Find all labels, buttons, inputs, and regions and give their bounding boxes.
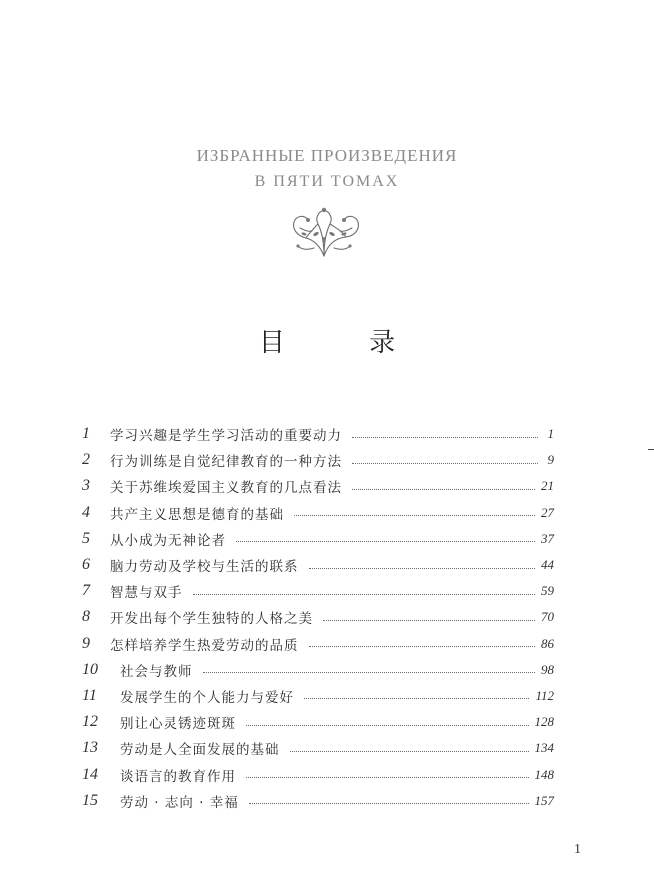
toc-entry-number: 10 xyxy=(82,660,98,678)
toc-entry-number: 15 xyxy=(82,791,98,809)
dot-leader xyxy=(309,568,536,569)
toc-entry-number: 4 xyxy=(82,503,90,521)
dot-leader xyxy=(249,803,529,804)
toc-entry-title: 脑力劳动及学校与生活的联系 xyxy=(110,559,299,576)
toc-entry-title: 别让心灵锈迹斑斑 xyxy=(120,716,236,733)
toc-entry-page: 1 xyxy=(547,426,554,442)
toc-entry-page: 70 xyxy=(541,609,554,625)
dot-leader xyxy=(323,620,535,621)
toc-entry-title: 发展学生的个人能力与爱好 xyxy=(120,689,294,706)
toc-entry[interactable] xyxy=(82,473,554,499)
toc-entry-page: 98 xyxy=(541,661,554,677)
toc-entry-number: 3 xyxy=(82,477,90,495)
toc-entry[interactable] xyxy=(82,552,554,578)
toc-entry-page: 112 xyxy=(535,687,554,703)
dot-leader xyxy=(352,463,538,464)
toc-entry-page: 37 xyxy=(541,530,554,546)
toc-entry-number: 1 xyxy=(82,425,90,443)
toc-entry-title: 劳动 · 志向 · 幸福 xyxy=(120,794,239,811)
floral-vignette-icon xyxy=(284,204,364,262)
toc-entry-title: 劳动是人全面发展的基础 xyxy=(120,742,280,759)
toc-entry-title: 社会与教师 xyxy=(120,663,193,680)
toc-entry-title: 关于苏维埃爱国主义教育的几点看法 xyxy=(110,480,342,497)
toc-entry-page: 44 xyxy=(541,557,554,573)
toc-entry[interactable] xyxy=(82,447,554,473)
toc-entry-page: 59 xyxy=(541,583,554,599)
toc-entry-title: 智慧与双手 xyxy=(110,585,183,602)
toc-heading: 目 录 xyxy=(258,328,434,358)
toc-entry-number: 14 xyxy=(82,765,98,783)
dot-leader xyxy=(246,725,529,726)
dot-leader xyxy=(309,646,536,647)
series-title-line2: В ПЯТИ ТОМАХ xyxy=(254,173,400,190)
toc-entry[interactable] xyxy=(82,709,554,735)
page-number: 1 xyxy=(574,842,581,857)
toc-entry[interactable] xyxy=(82,526,554,552)
toc-entry-title: 行为训练是自觉纪律教育的一种方法 xyxy=(110,454,342,471)
dot-leader xyxy=(290,751,529,752)
toc-entry-title: 谈语言的教育作用 xyxy=(120,768,236,785)
toc-entry-page: 148 xyxy=(534,766,554,782)
toc-entry-page: 9 xyxy=(547,452,554,468)
dot-leader xyxy=(304,698,529,699)
toc-entry[interactable] xyxy=(82,604,554,630)
toc-entry-page: 21 xyxy=(541,478,554,494)
toc-entry-page: 157 xyxy=(534,792,554,808)
dot-leader xyxy=(294,515,535,516)
toc-entry[interactable] xyxy=(82,578,554,604)
toc-entry-title: 怎样培养学生热爱劳动的品质 xyxy=(110,637,299,654)
toc-entry-number: 9 xyxy=(82,634,90,652)
toc-entry-title: 共产主义思想是德育的基础 xyxy=(110,506,284,523)
dot-leader xyxy=(193,594,536,595)
toc-entry-page: 134 xyxy=(534,740,554,756)
toc-entry[interactable] xyxy=(82,683,554,709)
dot-leader xyxy=(246,777,529,778)
dot-leader xyxy=(352,489,535,490)
dot-leader xyxy=(352,437,538,438)
toc-entry-number: 8 xyxy=(82,608,90,626)
toc-entry-title: 学习兴趣是学生学习活动的重要动力 xyxy=(110,428,342,445)
toc-entry-number: 7 xyxy=(82,582,90,600)
dot-leader xyxy=(236,541,535,542)
toc-entry[interactable] xyxy=(82,421,554,447)
toc-entry-title: 开发出每个学生独特的人格之美 xyxy=(110,611,313,628)
toc-entry-page: 86 xyxy=(541,635,554,651)
toc-entry-page: 27 xyxy=(541,504,554,520)
dot-leader xyxy=(203,672,536,673)
toc-entry[interactable] xyxy=(82,735,554,761)
toc-entry-number: 5 xyxy=(82,529,90,547)
toc-entry-page: 128 xyxy=(534,714,554,730)
series-title-line1: ИЗБРАННЫЕ ПРОИЗВЕДЕНИЯ xyxy=(196,146,458,165)
table-of-contents xyxy=(82,421,554,814)
toc-entry-title: 从小成为无神论者 xyxy=(110,532,226,549)
toc-entry-number: 13 xyxy=(82,739,98,757)
edge-mark xyxy=(648,449,654,450)
toc-entry[interactable] xyxy=(82,631,554,657)
toc-entry[interactable] xyxy=(82,761,554,787)
toc-entry-number: 6 xyxy=(82,556,90,574)
toc-entry-number: 11 xyxy=(82,686,97,704)
toc-entry-number: 2 xyxy=(82,451,90,469)
toc-entry-number: 12 xyxy=(82,713,98,731)
toc-entry[interactable] xyxy=(82,500,554,526)
toc-entry[interactable] xyxy=(82,788,554,814)
toc-entry[interactable] xyxy=(82,657,554,683)
